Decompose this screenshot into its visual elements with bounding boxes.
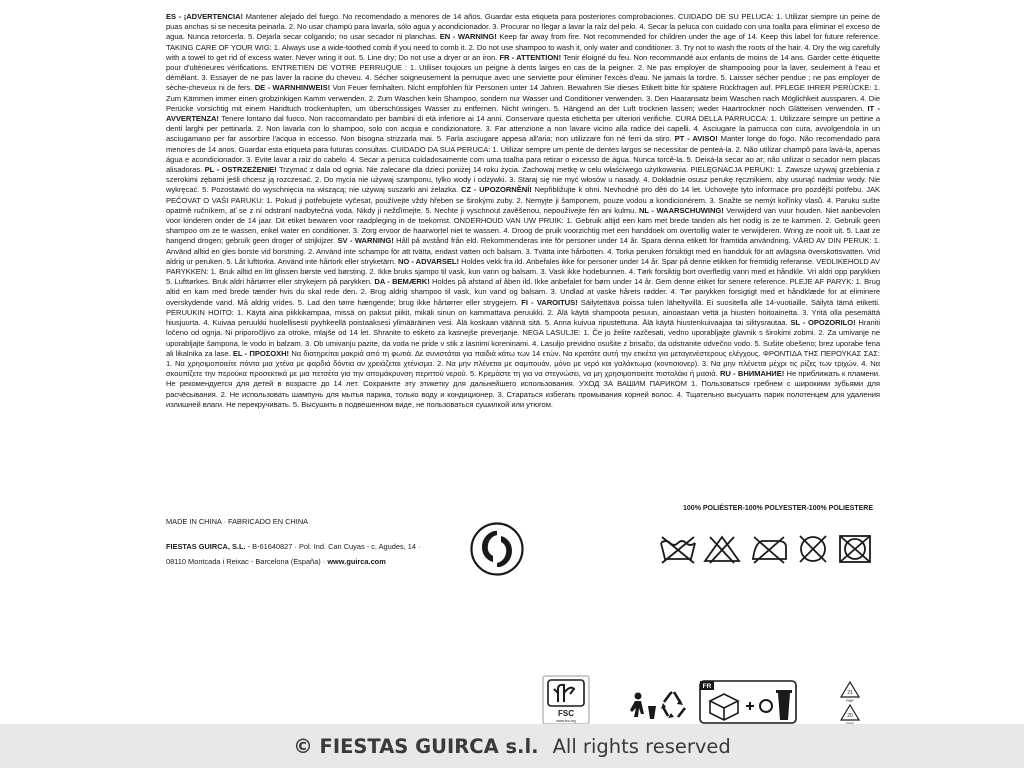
rights-text: All rights reserved bbox=[552, 734, 731, 758]
label-segment-body: Mantener alejado del fuego. No recomendado a menores de 14 años. Guardar esta etiqueta para posteriores comprobaciones. CUIDADO DE SU PELUCA: 1. Utilizar siempre un peine de puas anchas si se necesita peinarla. 2. No usar champú para lavarla, sólo agua y acondicionador. 3. Procurar no llegar a lavar la raíz del pelo. 4. Secar la peluca con cuidado con una toalla para eliminar el exceso de agua. Nunca retorcerla. 5. Dejarla secar colgando; no usar secador ni planchas. bbox=[166, 12, 880, 42]
fsc-logo bbox=[542, 675, 590, 725]
care-label-text bbox=[166, 12, 880, 410]
green-dot-icon bbox=[470, 522, 524, 576]
label-segment-heading: IT - AVVERTENZA! bbox=[166, 103, 881, 124]
label-segment-heading: PT - AVISO! bbox=[674, 134, 718, 144]
recycle-arrows-icon bbox=[661, 692, 685, 718]
label-segment-heading: SV - WARNING! bbox=[337, 236, 394, 246]
care-icons-row bbox=[658, 533, 876, 565]
copyright-footer bbox=[0, 724, 1024, 768]
label-segment-heading: ES - ¡ADVERTENCIA! bbox=[166, 12, 243, 21]
made-in-text: MADE IN CHINA · FABRICADO EN CHINA bbox=[166, 517, 309, 526]
label-segment-heading: SL - OPOZORILO! bbox=[790, 318, 856, 328]
label-segment-body: Holdes vekk fra ild. Anbefales ikke for personer under 14 år. Spar på denne etikken for fremtidig referanse. VEDLIKEHOLD AV PARYKKEN: 1. Bruk alltid en litt glissen børste ved børsting. 2. Ikke bruks sjampo til vask, kun vann og balsam. 3. Vask ikke hodebunnen. 4. Tørk forsiktig bort overfledig vann med et håndkle. Vri aldri opp parykken 5. Lufttørkes. Bruk aldri hårtørrer eller strykejern på parykken. bbox=[166, 256, 880, 287]
label-segment-body: Tenir éloigné du feu. Non recommandé aux enfants de moins de 14 ans. Garder cette étiquette pour d'ultérieures vérifications. ENTRETIEN DE VOTRE PERRUQUE : 1. Utiliser toujours un peigne à dents larges en cas de la peigner. 2. Ne pas employer de shampooing pour la laver, seulement à l'eau et démêlant. 3. Essayer de ne pas laver la racine du cheveu. 4. Sécher soigneusement la perruque avec une serviette pour éliminer l'excès d'eau. Ne jamais la tordre. 5. Laisser sécher pendue ; ne pas employer de sèche-cheveux ni de fers. bbox=[166, 52, 880, 93]
label-segment-body: Να διατηρείται μακριά από τη φωτιά. Δε συνιστάται για παιδιά κάτω των 14 ετών. Να κρατάτε αυτή την ετικέτα για μεταγενέστερους ελέγχους. ΦΡΟΝΤΙΔΑ ΤΗΣ ΠΕΡΟΥΚΑΣ ΣΑΣ: 1. Να χρησιμοποιείτε πάντα μια χτένα με φαρδιά δόντια αν χρειάζεται χτένισμα. 2. Να μην πλένεται με σαμπουάν, μόνο με νερό και γαλάκτωμα (κοντισιονερ). 3. Να μην πλένεται μέχρι τις ρίζες των τριχών. 4. Να σκουπίζετε την περούκα προσεκτικά με μια πετσέτα για την απομάκρυνση περιττού νερού. 5. Κρεμάστε τη για να στεγνώσει, να μη χρησιμοποιείτε πιστολάκι ή μασιά. bbox=[166, 348, 880, 379]
material-name-top: PAP bbox=[846, 699, 854, 703]
label-segment-body: Keep far away from fire. Not recommended for children under the age of 14. Keep this label for future reference. TAKING CARE OF YOUR WIG: 1. Always use a wide-toothed comb if you need to comb it. 2. Do not use shampoo to wash it, only water and conditioner. 3. Try not to wash the roots of the hair. 4. Dry the wig carefully with a towel to get rid of excess water. Never wring it out. 5. Line dry; Do not use a dryer or an iron. bbox=[166, 32, 880, 62]
recycling-icons-row bbox=[626, 679, 826, 725]
do-not-wash-icon bbox=[661, 537, 695, 563]
label-segment-heading: EN - WARNING! bbox=[439, 32, 497, 42]
fsc-label: FSC bbox=[558, 709, 574, 718]
label-segment-heading: EL - ΠΡΟΣΟΧΗ! bbox=[232, 348, 290, 358]
do-not-tumble-dry-icon bbox=[840, 536, 870, 562]
label-segment-body: Hraniti ločeno od ognja. Ni priporočljivo za otroke, mlajše od 14 let. Shranite to etiketo za kasnejše preverjanje. NEGA LASULJE: 1. Če jo želite razčesati, vedno uporabljajte glavnik s širokimi zobmi. 2. Za umivanje ne uporabljajte šampona, le vodo in balzam. 3. Ob umivanju pazite, da voda ne pride v stik z lasnimi koreninami. 4. Lasuljo previdno osušite z brisačo, da odstranite odvečno vodo. 5. Sušite obešeno; brez uporabe fena ali likalnika za lase. bbox=[166, 318, 881, 358]
do-not-bleach-icon bbox=[705, 537, 739, 563]
label-segment-heading: NL - WAARSCHUWING! bbox=[638, 205, 724, 215]
label-segment-heading: RU - ВНИМАНИЕ! bbox=[719, 369, 785, 379]
label-segment-body: Trzymać z dala od ognia. Nie zalecane dla dzieci poniżej 14 roku życia. Zachowaj metkę w celu właściwego użytkowania. PIELĘGNACJA PERUKI: 1. Zawsze używaj grzebienia z szerokimi zębami jeśli chcesz ją rozczesać. 2. Do mycia nie używaj szamponu, tylko wody i odżywki. 3. Staraj się nie myć włosów u nasady. 4. Dokładnie osusz perukę ręcznikiem, aby usunąć nadmiar wody. Nie wykręcać. 5. Pozostawić do wyschnięcia na wiszącą; nie używaj suszarki ani żelazka. bbox=[166, 165, 881, 195]
label-segment-heading: FI - VAROITUS! bbox=[521, 297, 578, 307]
label-segment-heading: NO - ADVARSEL! bbox=[397, 256, 459, 266]
pap-20-icon bbox=[841, 705, 859, 726]
label-segment-heading: PL - OSTRZEŻENIE! bbox=[204, 165, 277, 175]
do-not-iron-icon bbox=[753, 537, 786, 563]
composition-text: 100% POLIÉSTER-100% POLYESTER-100% POLIESTERE bbox=[683, 505, 873, 512]
fsc-url: www.fsc.org bbox=[556, 719, 576, 723]
company-address-line1: - B-61640827 · Pol. Ind. Can Cuyas - c. Agudes, 14 · bbox=[245, 542, 421, 551]
label-segment-body: Manter longe do fogo. Não recomendado para menores de 14 anos. Guardar esta etiqueta para futuras consultas. CUIDADO DA SUA PERUCA: 1. Utilizar sempre um pente de dentes largos se necessitar de penteá-la. 2. Não utilizar champô para lavá-la, apenas água e acondicionador. 3. Evite lavar a raiz do cabelo. 4. Secar a peruca cuidadosamente com uma toalha para retirar o excesso de água. Nunca torcê-la. 5. Deixá-la secar ao ar; não utilizar o secador nem placas alisadoras. bbox=[166, 134, 880, 175]
pap-21-icon bbox=[841, 682, 859, 703]
tidyman-icon bbox=[630, 693, 656, 720]
label-segment-body: Von Feuer fernhalten. Nicht empfohlen für Personen unter 14 Jahren. Bewahren Sie dieses Etikett bitte für spätere Rückfragen auf. PFLEGE IHRER PERÜCKE: 1. Zum Kämmen immer einen grobzinkigen Kamm verwenden. 2. Zum Waschen kein Shampoo, sondern nur Wasser und Conditioner verwenden. 3. Den Haaransatz beim Waschen nach Möglichkeit aussparen. 4. Die Perücke vorsichtig mit einem Handtuch trockentupfen, um überschüssiges Wasser zu entfernen. Nicht wringen. 5. Hängend an der Luft trocknen lassen; weder Haartrockner noch Glätteisen verwenden. bbox=[166, 83, 880, 113]
company-info bbox=[166, 539, 466, 569]
label-segment-body: Nepřibližujte k ohni. Nevhodné pro děti do 14 let. Uchovejte tyto informace pro pozdější potřebu. JAK PEČOVAT O VAŠI PARUKU: 1. Pokud ji potřebujete vyčesat, používejte vždy hřeben se širokými zuby. 2. Nemyjte ji šamponem, pouze vodou a kondicionérem. 3. Snažte se nemýt kořínky vlasů. 4. Paruku sušte opatrně ručníkem, ať se z ní odstraní nadbytečná voda. Nikdy ji nežďímejte. 5. Nechte ji vyschnout zavěšenou, nepoužívejte fén ani kulmu. bbox=[166, 185, 880, 215]
label-segment-body: Säilytettävä poissa tulen läheltyvillä. Ei suositella alle 14-vuotiaille. Säilytä tämä etiketti. PERUUKIN HOITO: 1. Käytä aina piikkikampaa, missä on paksut piikit, mikäli sinun on kammattava peruukki. 2. Älä käytä shampoota pesuun, ainoastaan vettä ja hiusten hoitoainetta. 3. Yritä olla pesemättä hiusjuurta. 4. Kuivaa peruukki huolellisesti pyyhkeellä poistaaksesi ylimääräinen vesi. Älä koskaan väännä sitä. 5. Anna kuivua ripustettuna. Älä käytä hiustenkuivaajaa tai silitysrautaa. bbox=[166, 297, 880, 328]
label-segment-heading: FR - ATTENTION! bbox=[499, 52, 562, 62]
copyright-text: © FIESTAS GUIRCA s.l. bbox=[293, 734, 539, 758]
label-segment-body: Holdes på afstand af åben ild. Ikke anbefalet for børn under 14 år. Gem denne etiket for senere reference. PLEJE AF PARYK: 1. Brug altid en kam med brede tænder hvis du skal rede den. 2. Brug aldrig shampoo til vask, kun vand og balsam. 3. Undlad at vaske hårets rødder. 4. Tør parykken forsigtigt med et håndklæde for at eliminere overskydende vand. Må aldrig vrides. 5. Lad den tørre hængende; brug ikke hårtørrer eller strygejern. bbox=[166, 277, 880, 307]
fr-tag: FR bbox=[702, 683, 712, 691]
label-segment-heading: CZ - UPOZORNĚNÍ! bbox=[460, 185, 532, 195]
label-segment bbox=[166, 83, 880, 112]
fr-triman-box-icon bbox=[700, 681, 796, 723]
label-segment-heading: DA - BEMÆRK! bbox=[374, 277, 430, 287]
label-segment-body: Verwijderd van vuur houden. Niet aanbevolen voor kinderen onder de 14 jaar. Dit etiket bewaren voor raadpleging in de toekomst. ONDERHOUD VAN UW PRUIK: 1. Gebruik altijd een kam met brede tanden als het nodig is ze te kammen. 2. Gebruik geen shampoo om ze te wassen, enkel water en conditioner. 3. Zorg ervoor de haarwortel niet te wassen. 4. Droog de pruik voorzichtig met een handdoek om overtollig water te verwijderen. Wring ze nooit uit. 5. Laat ze hangend drogen; gebruik geen droger of strijkijzer. bbox=[166, 205, 881, 246]
label-segment-heading: DE - WARNHINWEIS! bbox=[254, 83, 331, 93]
company-address-line2: 08110 Montcada i Reixac - Barcelona (España) · bbox=[166, 557, 328, 566]
material-code-top: 21 bbox=[847, 690, 853, 696]
material-codes bbox=[838, 680, 862, 726]
label-segment-body: Tenere lontano dal fuoco. Non raccomandato per bambini di età inferiore ai 14 anni. Conservare questa etichetta per ulteriori verifiche. CURA DELLA PARRUCCA: 1. Utilizzare sempre un pettine a denti larghi per pettinarla. 2. Non lavarla con lo shampoo, solo con acqua e condizionatore. 3. Far attenzione a non lavare vicino alla radice dei capelli. 4. Asciugare la parrucca con cura, avvolgendola in un asciugamano per far assorbire l'acqua in eccesso. Non bisogna strizzarla mai. 5. Farla asciugare appesa all'aria; non utilizzare fon né ferri da stiro. bbox=[166, 114, 880, 144]
company-website: www.guirca.com bbox=[327, 557, 386, 566]
material-code-bottom: 20 bbox=[847, 713, 853, 719]
label-segment-body: Не приближать к пламени. Не рекомендуется для детей в возрасте до 14 лет. Сохраните эту этикетку для дальнейшего использования. УХОД ЗА ВАШИМ ПАРИКОМ 1. Пользоваться гребнем с широкими зубьями для расчёсывания. 2. Не использовать шампунь для мытья парика, только воду и кондиционер. 3. Стараться избегать промывания корней волос. 4. Тщательно высушить парик полотенцем для удаления излишней влаги. Не перекручивать. 5. Высушить в подвешенном виде, не пользоваться сушилкой или утюгом. bbox=[166, 369, 880, 409]
company-name: FIESTAS GUIRCA, S.L. bbox=[166, 542, 246, 551]
do-not-dry-clean-icon bbox=[800, 536, 826, 562]
label-segment-body: Håll på avstånd från eld. Rekommenderas inte för personer under 14 år. Spara denna etikett för framtida användning. VÅRD AV DIN PERUK: 1. Använd alltid en gles borste vid borstning. 2. Använd inte schampo för att tvätta, endast vatten och balsam. 3. Tvätta inte hårbotten. 4. Torka peruken försiktigt med en handduk för att avlägsna överskottsvatten. Vrid aldrig ur peruken. 5. Låt lufttorka. Använd inte hårtork eller stryketärn. bbox=[166, 236, 881, 266]
